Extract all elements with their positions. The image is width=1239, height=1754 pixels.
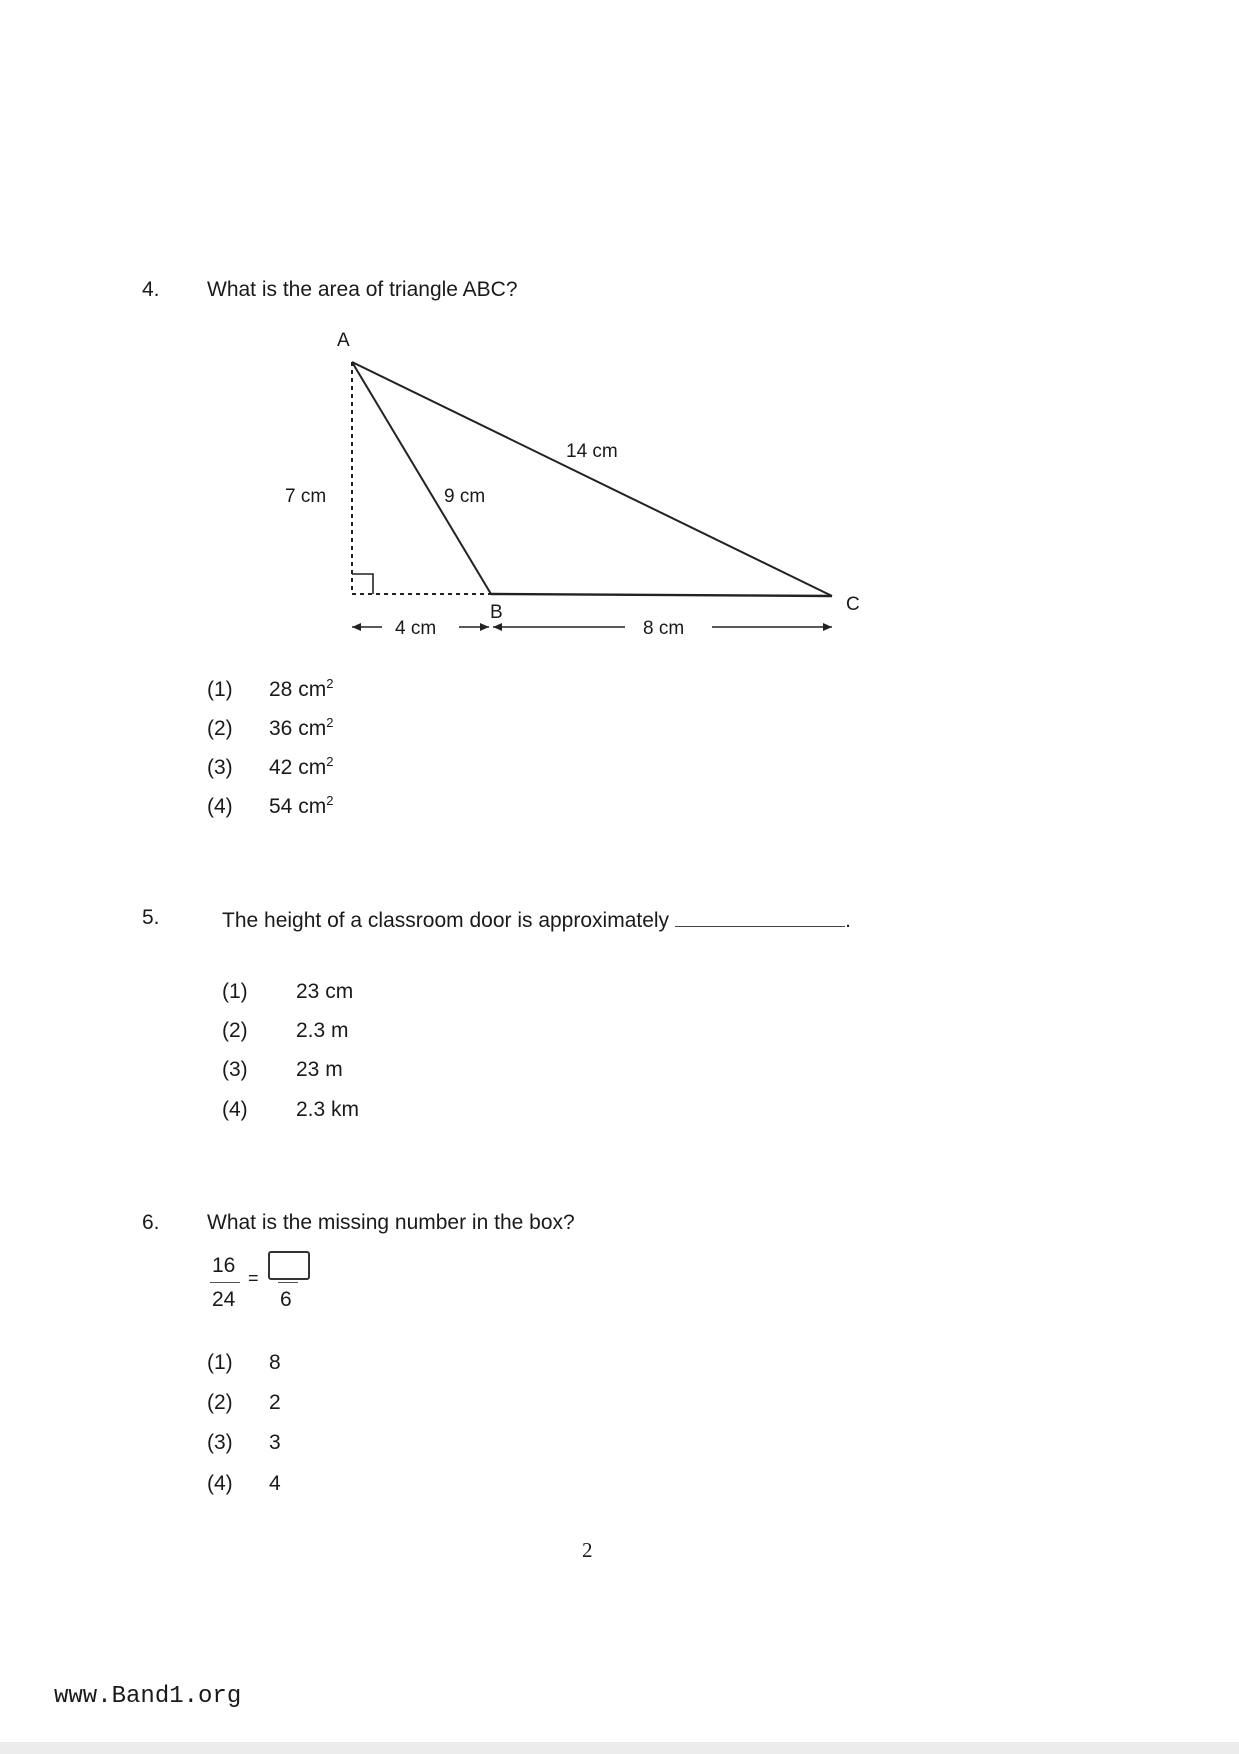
- option-value: 28 cm: [269, 678, 327, 701]
- option-value: 23 m: [296, 1058, 343, 1081]
- question-4-number: 4.: [142, 278, 160, 301]
- option-label: (1): [207, 678, 233, 701]
- fraction-right-denominator: 6: [280, 1288, 292, 1311]
- triangle-figure: [0, 0, 1239, 700]
- option-label: (2): [207, 717, 233, 740]
- option-value: 3: [269, 1431, 281, 1454]
- answer-blank: [675, 906, 845, 927]
- question-5-trailing: .: [845, 909, 851, 932]
- option-value: 2.3 m: [296, 1019, 349, 1042]
- side-ab-label: 9 cm: [444, 486, 486, 507]
- option-value: 4: [269, 1472, 281, 1495]
- dim-8cm-right-arrowhead: [823, 623, 832, 631]
- option-value: 23 cm: [296, 980, 354, 1003]
- equals-sign: =: [248, 1268, 259, 1288]
- option-value: 42 cm: [269, 756, 327, 779]
- page-number: 2: [582, 1538, 593, 1562]
- fraction-bar-left: [210, 1282, 240, 1283]
- dim-8cm-left-arrowhead: [493, 623, 502, 631]
- option-label: (2): [222, 1019, 248, 1042]
- dim-4cm-right-arrowhead: [480, 623, 489, 631]
- option-label: (2): [207, 1391, 233, 1414]
- option-value: 2.3 km: [296, 1098, 360, 1121]
- question-6-number: 6.: [142, 1211, 160, 1234]
- right-angle-marker: [352, 574, 373, 594]
- option-label: (4): [222, 1098, 248, 1121]
- question-4-text: What is the area of triangle ABC?: [207, 278, 518, 301]
- dim-4cm-left-arrowhead: [352, 623, 361, 631]
- side-ac: [352, 362, 832, 596]
- base-left-label: 4 cm: [395, 618, 437, 639]
- option-unit-superscript: 2: [326, 754, 334, 769]
- option-unit-superscript: 2: [326, 715, 334, 730]
- vertex-b-label: B: [490, 602, 503, 623]
- option-label: (1): [207, 1351, 233, 1374]
- option-value: 2: [269, 1391, 281, 1414]
- question-5-number: 5.: [142, 906, 160, 929]
- vertex-c-label: C: [846, 594, 860, 615]
- fraction-bar-right: [278, 1282, 298, 1283]
- option-label: (4): [207, 795, 233, 818]
- question-5-line: [222, 906, 851, 933]
- side-bc: [491, 594, 832, 596]
- fraction-numerator: 16: [212, 1254, 236, 1277]
- option-label: (3): [207, 1431, 233, 1454]
- option-value: 36 cm: [269, 717, 327, 740]
- side-ac-label: 14 cm: [566, 441, 618, 462]
- vertex-a-label: A: [337, 330, 350, 351]
- option-label: (3): [207, 756, 233, 779]
- footer-url: www.Band1.org: [54, 1683, 242, 1710]
- option-value: 8: [269, 1351, 281, 1374]
- base-bc-label: 8 cm: [643, 618, 685, 639]
- option-unit-superscript: 2: [326, 676, 334, 691]
- option-value: 54 cm: [269, 795, 327, 818]
- question-6-text: What is the missing number in the box?: [207, 1211, 575, 1234]
- fraction-denominator: 24: [212, 1288, 236, 1311]
- option-unit-superscript: 2: [326, 793, 334, 808]
- question-5-text: The height of a classroom door is approximately: [222, 909, 670, 932]
- option-label: (4): [207, 1472, 233, 1495]
- answer-box: [268, 1251, 310, 1280]
- option-label: (1): [222, 980, 248, 1003]
- height-label: 7 cm: [285, 486, 327, 507]
- option-label: (3): [222, 1058, 248, 1081]
- scan-bottom-edge: [0, 1742, 1239, 1754]
